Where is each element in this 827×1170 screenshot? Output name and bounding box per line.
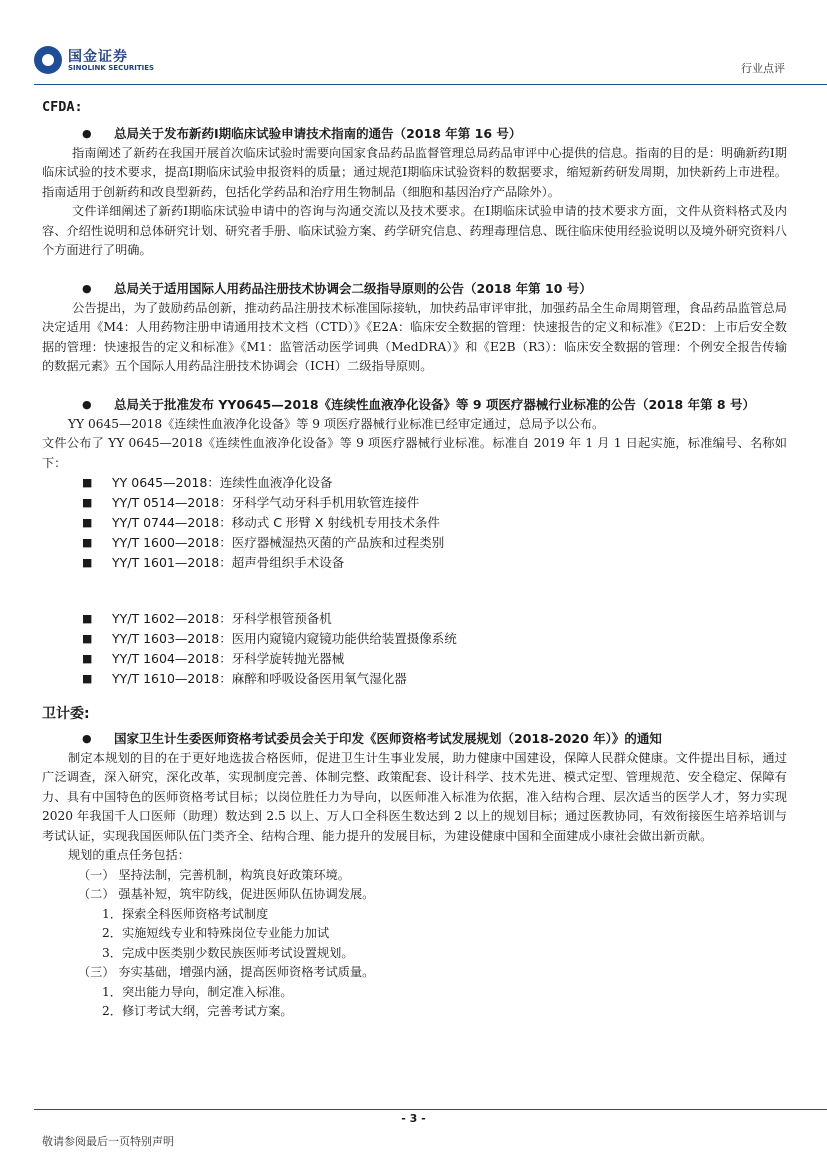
task-subitem: 3．完成中医类别少数民族医师考试设置规划。: [102, 945, 354, 960]
nhc-item1-p2: 规划的重点任务包括：: [68, 848, 190, 862]
doc-type: 行业点评: [741, 62, 785, 75]
cfda-item1-title: ● 总局关于发布新药Ⅰ期临床试验申请技术指南的通告（2018 年第 16 号）: [42, 124, 787, 144]
company-logo: [34, 46, 154, 76]
standard-item: ■ YY/T 1602—2018：牙科学根管预备机: [42, 609, 787, 629]
footer-rule: [34, 1109, 827, 1110]
page-header: [0, 0, 827, 85]
task-subitem: 1．探索全科医师资格考试制度: [102, 906, 269, 921]
cfda-item3-title: ● 总局关于批准发布 YY0645—2018《连续性血液净化设备》等 9 项医疗器械行业标准的公告（2018 年第 8 号）: [42, 395, 787, 415]
nhc-item1-title: ● 国家卫生计生委医师资格考试委员会关于印发《医师资格考试发展规划（2018-2020 年）》的通知: [42, 729, 787, 749]
main-content: [42, 96, 787, 1022]
page-number: - 3 -: [401, 1112, 426, 1125]
header-rule: [34, 84, 827, 85]
section-cfda-title: CFDA:: [42, 99, 83, 115]
task-item: （一） 坚持法制，完善机制，构筑良好政策环境。: [78, 867, 350, 882]
task-item: （三） 夯实基础，增强内涵，提高医师资格考试质量。: [78, 965, 375, 979]
standard-item: ■ YY/T 1600—2018：医疗器械湿热灭菌的产品族和过程类别: [42, 533, 787, 553]
cfda-item1-p2: 文件详细阐述了新药Ⅰ期临床试验申请中的咨询与沟通交流以及技术要求。在Ⅰ期临床试验申请的技术要求方面，文件从资料格式及内容、介绍性说明和总体研究计划、研究者手册、临床试验方案、药学研究信息、药理毒理信息、既往临床使用经验说明以及境外研究资料八个方面进行了明确。: [42, 204, 787, 257]
nhc-item1-p1: 制定本规划的目的在于更好地选拔合格医师，促进卫生计生事业发展，助力健康中国建设，保障人民群众健康。文件提出目标，通过广泛调查，深入研究，深化改革，实现制度完善、体制完整、政策配套、设计科学、技术先进、模式定型、管理规范、安全稳定、保障有力、具有中国特色的医师资格考试目标；以岗位胜任力为导向，以医师准入标准为依据，准入结构合理、层次适当的医学人才，努力实现 2020 年我国千人口医师（助理）数达到 2.5 以上、万人口全科医生数达到 2 以上的规划目标；通过医教协同，有效衔接医生培养培训与考试认证，实现我国医师队伍门类齐全、结构合理、能力提升的发展目标，为建设健康中国和全面建成小康社会做出新贡献。: [42, 750, 787, 843]
logo-en: SINOLINK SECURITIES: [68, 64, 155, 72]
disclaimer: 敬请参阅最后一页特别声明: [42, 1135, 174, 1148]
logo-icon: [34, 46, 62, 74]
cfda-item2-title: ● 总局关于适用国际人用药品注册技术协调会二级指导原则的公告（2018 年第 10 号）: [42, 279, 787, 299]
standard-item: ■ YY/T 0514—2018：牙科学气动牙科手机用软管连接件: [42, 493, 787, 513]
cfda-item2-p1: 公告提出，为了鼓励药品创新，推动药品注册技术标准国际接轨，加快药品审评审批，加强药品全生命周期管理，食品药品监管总局决定适用《M4：人用药物注册申请通用技术文档（CTD）》《E2A：临床安全数据的管理：快速报告的定义和标准》《E2D：上市后安全数据的管理：快速报告的定义和标准》《M1：监管活动医学词典（MedDRA）》和《E2B（R3）：临床安全数据的管理：个例安全报告传输的数据元素》五个国际人用药品注册技术协调会（ICH）二级指导原则。: [42, 300, 787, 373]
standard-item: ■ YY/T 0744—2018：移动式 C 形臂 X 射线机专用技术条件: [42, 513, 787, 533]
section-nhc-title: 卫计委:: [42, 706, 90, 722]
task-subitem: 2．修订考试大纲，完善考试方案。: [102, 1004, 293, 1018]
standard-item: ■ YY/T 1601—2018：超声骨组织手术设备: [42, 553, 787, 573]
cfda-item3-p1: YY 0645—2018《连续性血液净化设备》等 9 项医疗器械行业标准已经审定通过，总局予以公布。: [68, 416, 605, 431]
cfda-item3-p2: 文件公布了 YY 0645—2018《连续性血液净化设备》等 9 项医疗器械行业标准。标准自 2019 年 1 月 1 日起实施，标准编号、名称如下：: [42, 436, 787, 470]
standard-item: ■ YY/T 1604—2018：牙科学旋转抛光器械: [42, 649, 787, 669]
task-item: （二） 强基补短，筑牢防线，促进医师队伍协调发展。: [78, 887, 375, 901]
standard-item: ■ YY/T 1603—2018：医用内窥镜内窥镜功能供给装置摄像系统: [42, 629, 787, 649]
task-subitem: 1．突出能力导向，制定准入标准。: [102, 984, 293, 999]
standard-item: ■ YY/T 1610—2018：麻醉和呼吸设备医用氧气湿化器: [42, 669, 787, 689]
cfda-item1-p1: 指南阐述了新药在我国开展首次临床试验时需要向国家食品药品监督管理总局药品审评中心提供的信息。指南的目的是：明确新药Ⅰ期临床试验的技术要求，提高Ⅰ期临床试验申报资料的质量；通过规范Ⅰ期临床试验资料的数据要求，缩短新药研发周期，加快新药上市进程。指南适用于创新药和改良型新药，包括化学药品和治疗用生物制品（细胞和基因治疗产品除外）。: [42, 145, 787, 199]
standard-item: ■ YY 0645—2018：连续性血液净化设备: [42, 473, 787, 493]
task-subitem: 2．实施短线专业和特殊岗位专业能力加试: [102, 926, 330, 940]
logo-cn: 国金证券: [68, 49, 128, 65]
